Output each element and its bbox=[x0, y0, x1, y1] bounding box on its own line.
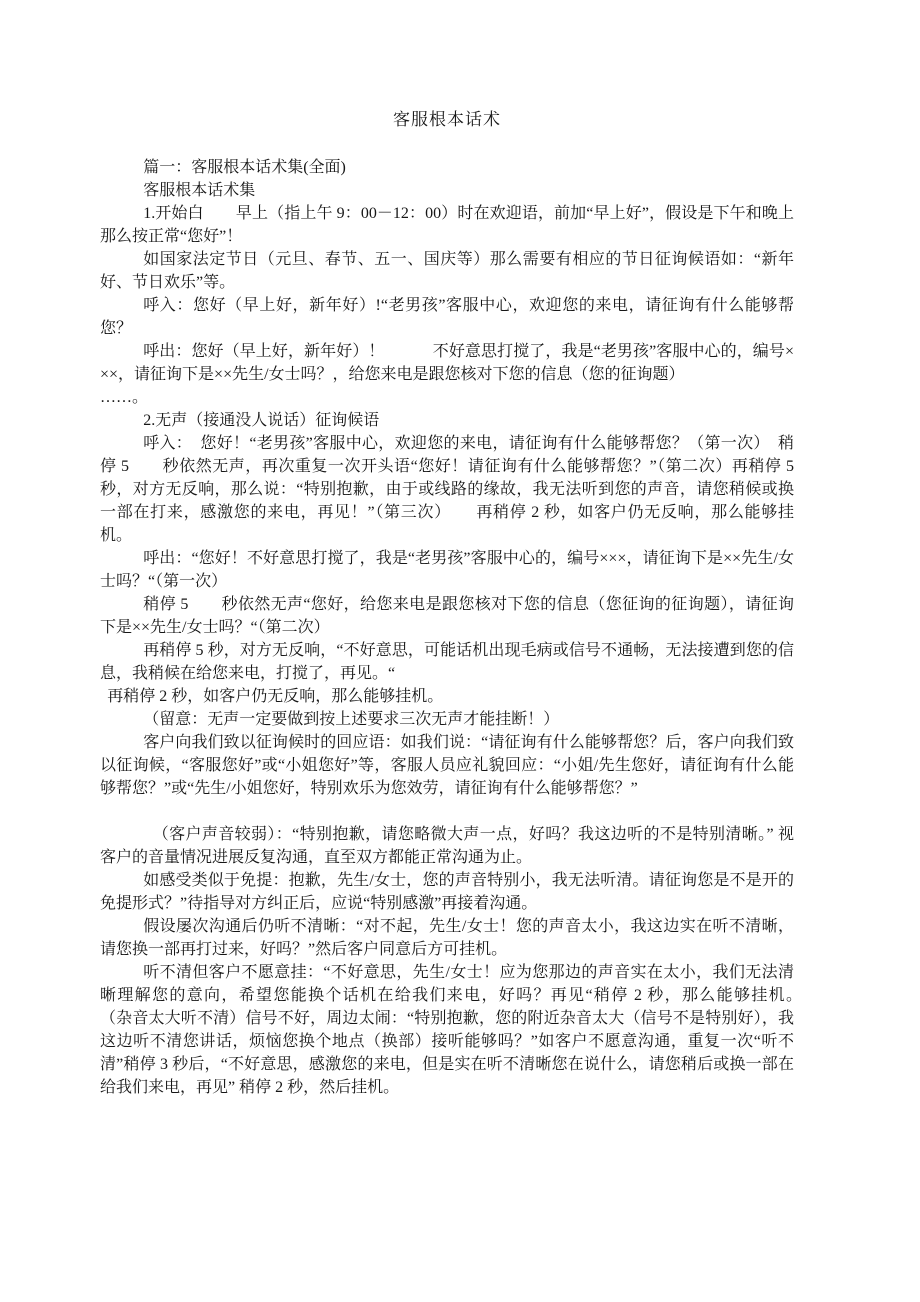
blank-line bbox=[100, 800, 794, 823]
paragraph: 听不清但客户不愿意挂：“不好意思，先生/女士！应为您那边的声音实在太小，我们无法清晰理解您的意向，希望您能换个话机在给我们来电，好吗？再见“稍停 2 秒，那么能够挂机。 （杂音太大听不清）信号不好，周边太闹：“特别抱歉，您的附近杂音太大（信号不是特别好），我这边听不清您讲话，烦恼您换个地点（换部）接听能够吗？”如客户不愿意沟通，重复一次“听不清”稍停 3 秒后，“不好意思，感激您的来电，但是实在听不清晰您在说什么，请您稍后或换一部在给我们来电，再见” 稍停 2 秒，然后挂机。 bbox=[100, 964, 843, 1096]
paragraph: 1.开始白 早上（指上午 9：00－12：00）时在欢迎语，前加“早上好”，假设是下午和晚上那么按正常“您好”！ bbox=[100, 205, 794, 245]
paragraph: 再稍停 2 秒，如客户仍无反响，那么能够挂机。 bbox=[107, 688, 444, 705]
paragraph: 2.无声（接通没人说话）征询候语 bbox=[143, 412, 380, 429]
paragraph: 呼入： 您好！“老男孩”客服中心，欢迎您的来电，请征询有什么能够帮您？（第一次） 稍停 5 秒依然无声，再次重复一次开头语“您好！请征询有什么能够帮您？”（第二次）再稍停 5 秒，对方无反响，那么说：“特别抱歉，由于或线路的缘故，我无法听到您的声音，请您稍候或换一部在打来，感激您的来电，再见！”（第三次） 再稍停 2 秒，如客户仍无反响，那么能够挂机。 bbox=[100, 435, 794, 544]
paragraph: 呼出：“您好！不好意思打搅了，我是“老男孩”客服中心的，编号×××，请征询下是××先生/女士吗？“（第一次） bbox=[100, 550, 794, 590]
page-title: 客服根本话术 bbox=[393, 110, 501, 129]
paragraph: 再稍停 5 秒，对方无反响，“不好意思，可能话机出现毛病或信号不通畅，无法接遭到您的信息，我稍候在给您来电，打搅了，再见。“ bbox=[100, 642, 794, 682]
paragraph: 稍停 5 秒依然无声“您好，给您来电是跟您核对下您的信息（您征询的征询题），请征询下是××先生/女士吗？“（第二次） bbox=[100, 596, 794, 636]
paragraph: 篇一：客服根本话术集(全面) bbox=[143, 159, 346, 176]
paragraph: ……。 bbox=[100, 389, 149, 406]
paragraph: 如国家法定节日（元旦、春节、五一、国庆等）那么需要有相应的节日征询候语如：“新年好、节日欢乐”等。 bbox=[100, 251, 794, 291]
paragraph: 假设屡次沟通后仍听不清晰：“对不起，先生/女士！您的声音太小，我这边实在听不清晰，请您换一部再打过来，好吗？”然后客户同意后方可挂机。 bbox=[100, 918, 794, 958]
paragraph: 客户向我们致以征询候时的回应语：如我们说：“请征询有什么能够帮您？后，客户向我们致以征询候，“客服您好”或“小姐您好”等，客服人员应礼貌回应：“小姐/先生您好，请征询有什么能够帮您？”或“先生/小姐您好，特别欢乐为您效劳，请征询有什么能够帮您？” bbox=[100, 734, 794, 797]
paragraph: 如感受类似于免提：抱歉，先生/女士，您的声音特别小，我无法听清。请征询您是不是开的免提形式？”待指导对方纠正后，应说“特别感激”再接着沟通。 bbox=[100, 872, 794, 912]
paragraph: （客户声音较弱）：“特别抱歉，请您略微大声一点，好吗？我这边听的不是特别清晰。” 视客户的音量情况进展反复沟通，直至双方都能正常沟通为止。 bbox=[100, 826, 794, 866]
paragraph: （留意：无声一定要做到按上述要求三次无声才能挂断！） bbox=[143, 711, 560, 728]
paragraph: 呼入：您好（早上好，新年好）!“老男孩”客服中心，欢迎您的来电，请征询有什么能够帮您？ bbox=[100, 297, 794, 337]
paragraph: 呼出：您好（早上好，新年好）！ 不好意思打搅了，我是“老男孩”客服中心的，编号×××，请征询下是××先生/女士吗？，给您来电是跟您核对下您的信息（您的征询题） bbox=[100, 343, 794, 383]
paragraph: 客服根本话术集 bbox=[143, 182, 256, 199]
